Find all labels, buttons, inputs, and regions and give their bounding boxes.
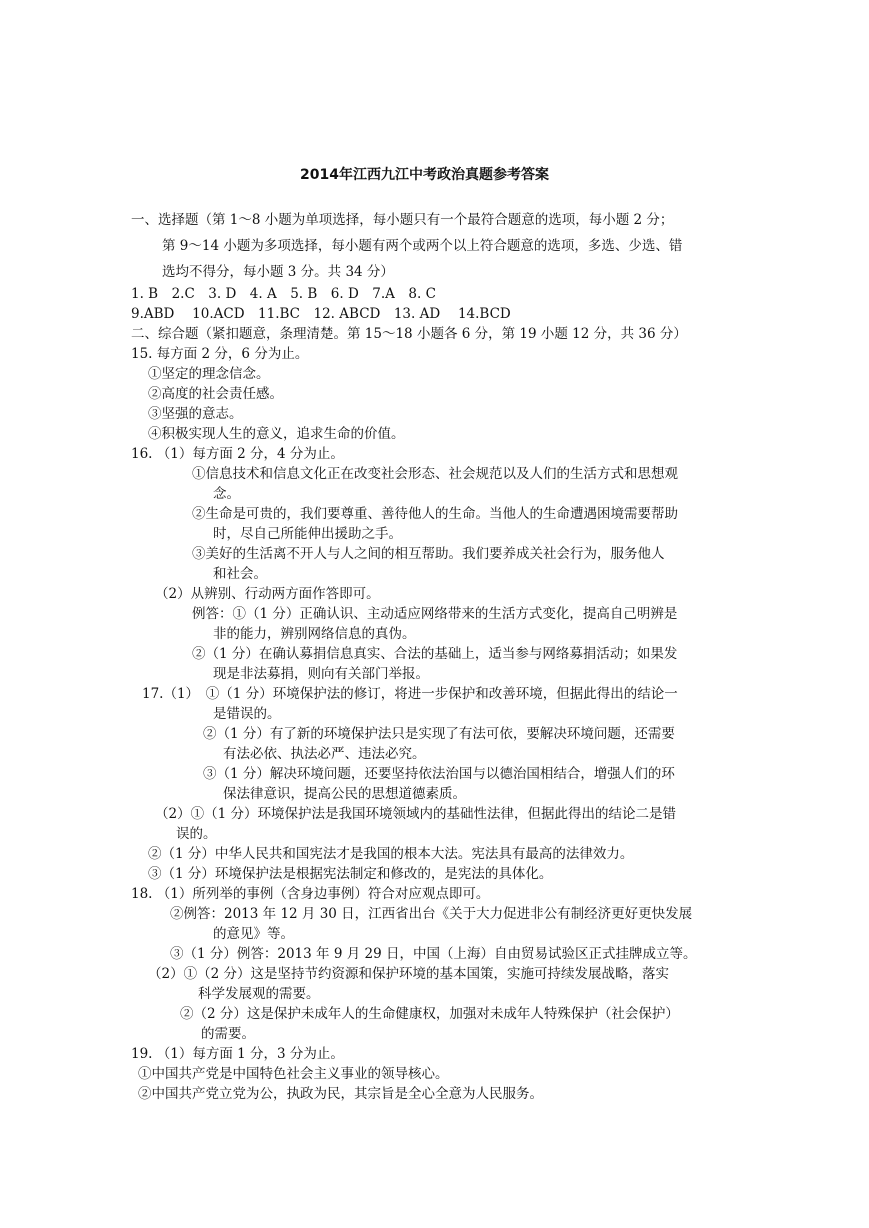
- text-line: 18. （1）所列举的事例（含身边事例）符合对应观点即可。: [131, 886, 490, 902]
- text-line: 例答：①（1 分）正确认识、主动适应网络带来的生活方式变化，提高自己明辨是: [192, 606, 678, 622]
- text-line: ③（1 分）环境保护法是根据宪法制定和修改的，是宪法的具体化。: [148, 866, 553, 882]
- text-line: 保法律意识，提高公民的思想道德素质。: [223, 786, 466, 802]
- text-line: 是错误的。: [213, 706, 281, 722]
- text-line: ②中国共产党立党为公，执政为民，其宗旨是全心全意为人民服务。: [138, 1086, 543, 1102]
- text-line: ②（1 分）有了新的环境保护法只是实现了有法可依，要解决环境问题，还需要: [203, 726, 675, 742]
- text-line: ③（1 分）解决环境问题，还要坚持依法治国与以德治国相结合，增强人们的环: [203, 766, 675, 782]
- text-line: ②高度的社会责任感。: [148, 386, 283, 402]
- text-line: 念。: [213, 486, 240, 502]
- text-line: （2）从辨别、行动两方面作答即可。: [155, 586, 380, 602]
- text-line: ②（1 分）中华人民共和国宪法才是我国的根本大法。宪法具有最高的法律效力。: [148, 846, 634, 862]
- text-line: 9.ABD 10.ACD 11.BC 12. ABCD 13. AD 14.BCD: [131, 306, 511, 322]
- text-line: （2）①（2 分）这是坚持节约资源和保护环境的基本国策，实施可持续发展战略，落实: [148, 966, 669, 982]
- text-line: ①坚定的理念信念。: [148, 366, 270, 382]
- text-line: ②（1 分）在确认募捐信息真实、合法的基础上，适当参与网络募捐活动；如果发: [192, 646, 678, 662]
- text-line: 1. B 2.C 3. D 4. A 5. B 6. D 7.A 8. C: [131, 286, 436, 302]
- text-line: 19. （1）每方面 1 分，3 分为止。: [131, 1046, 344, 1062]
- text-line: 二、综合题（紧扣题意，条理清楚。第 15～18 小题各 6 分，第 19 小题 12 分，共 36 分）: [131, 326, 687, 342]
- text-line: ③（1 分）例答：2013 年 9 月 29 日，中国（上海）自由贸易试验区正式挂牌成立等。: [170, 946, 697, 962]
- text-line: 和社会。: [213, 566, 267, 582]
- text-line: 的意见》等。: [213, 926, 294, 942]
- text-line: 一、选择题（第 1～8 小题为单项选择，每小题只有一个最符合题意的选项，每小题 2 分；: [131, 212, 674, 228]
- text-line: 有法必依、执法必严、违法必究。: [223, 746, 426, 762]
- page-title: 2014年江西九江中考政治真题参考答案: [300, 167, 549, 183]
- text-line: 第 9～14 小题为多项选择，每小题有两个或两个以上符合题意的选项，多选、少选、错: [162, 238, 683, 254]
- text-line: ③美好的生活离不开人与人之间的相互帮助。我们要养成关社会行为，服务他人: [192, 546, 665, 562]
- text-line: ①信息技术和信息文化正在改变社会形态、社会规范以及人们的生活方式和思想观: [192, 466, 678, 482]
- text-line: 17.（1） ①（1 分）环境保护法的修订，将进一步保护和改善环境，但据此得出的结论一: [142, 686, 678, 702]
- text-line: 非的能力，辨别网络信息的真伪。: [213, 626, 416, 642]
- text-line: 科学发展观的需要。: [198, 986, 320, 1002]
- text-line: 15. 每方面 2 分，6 分为止。: [131, 346, 309, 362]
- text-line: ②（2 分）这是保护未成年人的生命健康权，加强对未成年人特殊保护（社会保护）: [180, 1006, 679, 1022]
- text-line: ①中国共产党是中国特色社会主义事业的领导核心。: [138, 1066, 449, 1082]
- text-line: （2）①（1 分）环境保护法是我国环境领域内的基础性法律，但据此得出的结论二是错: [155, 806, 676, 822]
- text-line: ④积极实现人生的意义，追求生命的价值。: [148, 426, 405, 442]
- text-line: ②生命是可贵的，我们要尊重、善待他人的生命。当他人的生命遭遇困境需要帮助: [192, 506, 678, 522]
- text-line: 时，尽自己所能伸出援助之手。: [213, 526, 402, 542]
- text-line: 16. （1）每方面 2 分，4 分为止。: [131, 446, 344, 462]
- text-line: 现是非法募捐，则向有关部门举报。: [213, 666, 429, 682]
- text-line: 选均不得分，每小题 3 分。共 34 分）: [162, 264, 394, 280]
- text-line: 误的。: [176, 826, 217, 842]
- text-line: ③坚强的意志。: [148, 406, 243, 422]
- text-line: ②例答：2013 年 12 月 30 日，江西省出台《关于大力促进非公有制经济更好更快发展: [170, 906, 693, 922]
- text-line: 的需要。: [201, 1026, 255, 1042]
